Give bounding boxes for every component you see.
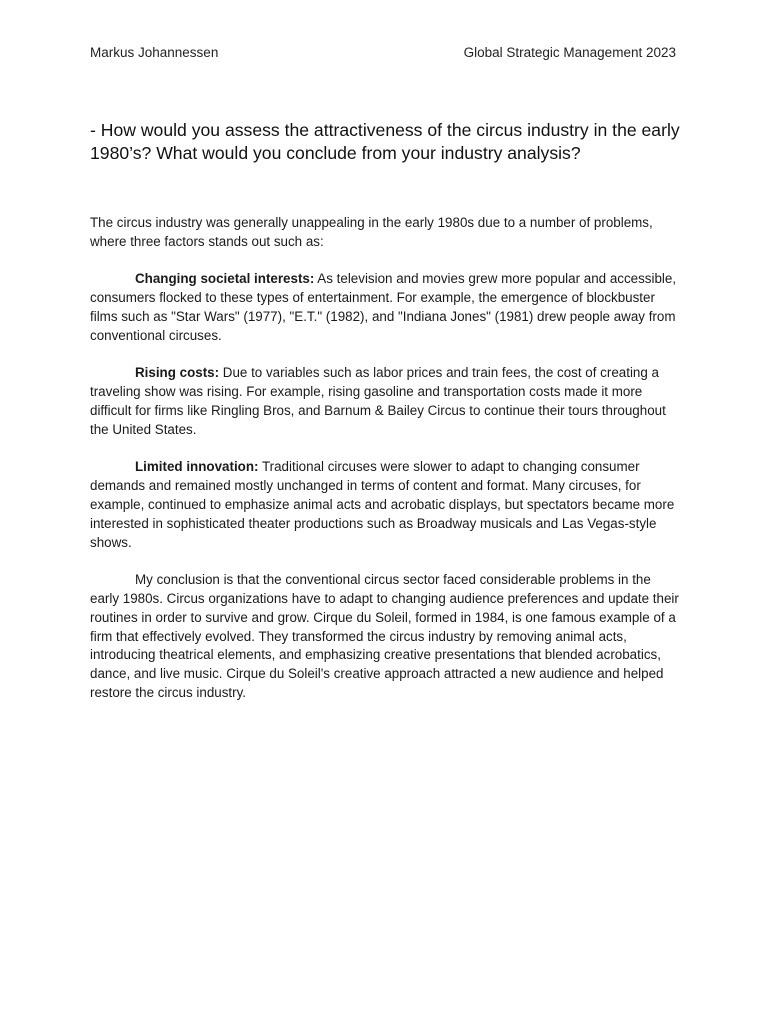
factor-text: Due to variables such as labor prices and train fees, the cost of creating a traveling show was rising. For example, rising gasoline and transportation costs made it more difficult for firms like Ringling Bros, and Barnum & Bailey Circus to continue their tours throughout the United States. [90,365,666,437]
factor-lead: Rising costs: [135,365,220,381]
conclusion-text: My conclusion is that the conventional circus sector faced considerable problems in the early 1980s. Circus organizations have to adapt to changing audience preferences and update their routines in order to survive and grow. Cirque du Soleil, formed in 1984, is one famous example of a firm that effectively evolved. They transformed the circus industry by removing animal acts, introducing theatrical elements, and emphasizing creative presentations that blended acrobatics, dance, and live music. Cirque du Soleil's creative approach attracted a new audience and helped restore the circus industry. [90,572,679,700]
factor-paragraph-rising-costs [90,364,680,439]
intro-paragraph: The circus industry was generally unappealing in the early 1980s due to a number of problems, where three factors stands out such as: [90,215,653,249]
course-title: Global Strategic Management 2023 [463,45,676,60]
factor-lead: Changing societal interests: [135,271,315,287]
page-header [90,45,676,60]
factor-paragraph-societal-interests [90,270,680,345]
factor-text: As television and movies grew more popular and accessible, consumers flocked to these types of entertainment. For example, the emergence of blockbuster films such as "Star Wars" (1977), "E.T." (1982), and "Indiana Jones" (1981) drew people away from conventional circuses. [90,271,677,343]
factor-lead: Limited innovation: [135,459,259,475]
author-name: Markus Johannessen [90,45,219,60]
conclusion-paragraph [90,571,680,703]
document-body [90,214,680,722]
factor-text: Traditional circuses were slower to adapt to changing consumer demands and remained mostly unchanged in terms of content and format. Many circuses, for example, continued to emphasize animal acts and acrobatic displays, but spectators became more interested in sophisticated theater productions such as Broadway musicals and Las Vegas-style shows. [90,459,675,550]
factor-paragraph-limited-innovation [90,458,680,552]
question-heading: - How would you assess the attractiveness of the circus industry in the early 1980’s? What would you conclude from your industry analysis? [90,120,680,163]
